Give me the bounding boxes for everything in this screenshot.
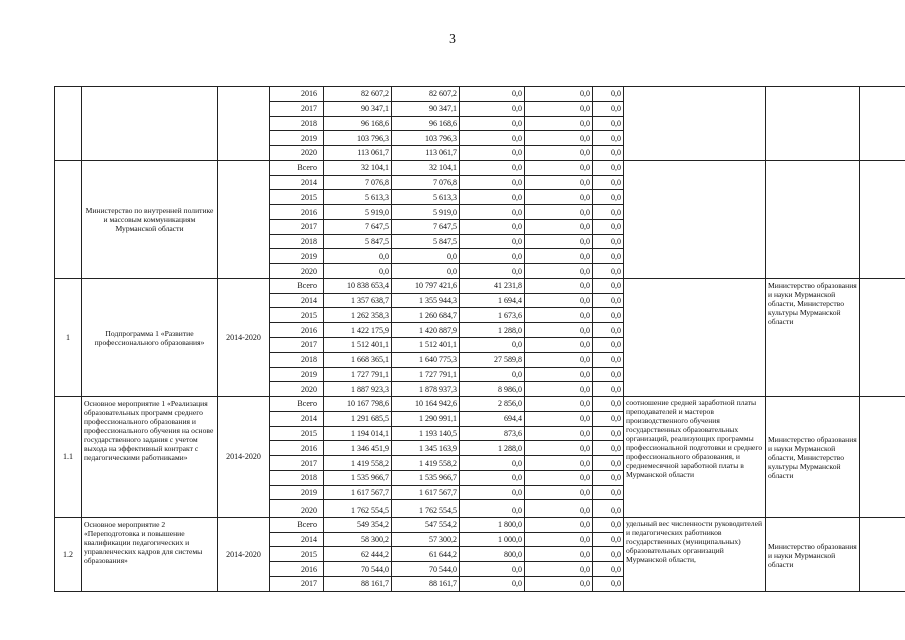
total-cell: 1 668 365,1	[324, 352, 392, 367]
total-cell: 62 444,2	[324, 547, 392, 562]
local-budget-cell: 0,0	[525, 205, 593, 220]
local-budget-cell: 0,0	[525, 397, 593, 412]
total-cell: 1 887 923,3	[324, 382, 392, 397]
table-row	[55, 87, 905, 102]
executor-cell: Министерство образования и науки Мурманской области, Министерство культуры Мурманской области	[766, 397, 860, 518]
federal-budget-cell: 8 986,0	[460, 382, 525, 397]
federal-budget-cell: 1 800,0	[460, 517, 525, 532]
federal-budget-cell: 0,0	[460, 367, 525, 382]
local-budget-cell: 0,0	[525, 116, 593, 131]
other-sources-cell: 0,0	[593, 323, 624, 338]
indicator-cell: удельный вес численности руководителей и педагогических работников государственных (муниципальных) образовательных организаций Мурманской области,	[624, 517, 766, 591]
regional-budget-cell: 1 193 140,5	[392, 426, 460, 441]
year-cell: 2020	[270, 264, 324, 279]
other-sources-cell: 0,0	[593, 547, 624, 562]
federal-budget-cell: 873,6	[460, 426, 525, 441]
local-budget-cell: 0,0	[525, 323, 593, 338]
year-cell: 2020	[270, 382, 324, 397]
period-cell	[218, 87, 270, 161]
federal-budget-cell: 694,4	[460, 411, 525, 426]
local-budget-cell: 0,0	[525, 441, 593, 456]
total-cell: 1 512 401,1	[324, 338, 392, 353]
local-budget-cell: 0,0	[525, 382, 593, 397]
total-cell: 1 262 358,3	[324, 308, 392, 323]
total-cell: 1 422 175,9	[324, 323, 392, 338]
year-cell: 2018	[270, 234, 324, 249]
other-sources-cell: 0,0	[593, 411, 624, 426]
federal-budget-cell: 0,0	[460, 576, 525, 591]
federal-budget-cell: 0,0	[460, 234, 525, 249]
regional-budget-cell: 547 554,2	[392, 517, 460, 532]
federal-budget-cell: 27 589,8	[460, 352, 525, 367]
year-cell: 2014	[270, 532, 324, 547]
year-cell: Всего	[270, 397, 324, 412]
regional-budget-cell: 7 647,5	[392, 219, 460, 234]
federal-budget-cell: 0,0	[460, 146, 525, 161]
program-name-cell: Министерство по внутренней политике и массовым коммуникациям Мурманской области	[82, 160, 218, 278]
local-budget-cell: 0,0	[525, 367, 593, 382]
total-cell: 113 061,7	[324, 146, 392, 161]
total-cell: 7 647,5	[324, 219, 392, 234]
year-cell: 2015	[270, 547, 324, 562]
year-cell: 2019	[270, 367, 324, 382]
year-cell: 2020	[270, 500, 324, 517]
regional-budget-cell: 1 762 554,5	[392, 500, 460, 517]
total-cell: 1 291 685,5	[324, 411, 392, 426]
local-budget-cell: 0,0	[525, 190, 593, 205]
other-sources-cell: 0,0	[593, 293, 624, 308]
other-sources-cell: 0,0	[593, 205, 624, 220]
period-cell: 2014-2020	[218, 397, 270, 518]
regional-budget-cell: 10 164 942,6	[392, 397, 460, 412]
executor-cell	[766, 160, 860, 278]
total-cell: 5 919,0	[324, 205, 392, 220]
year-cell: 2016	[270, 323, 324, 338]
regional-budget-cell: 1 260 684,7	[392, 308, 460, 323]
local-budget-cell: 0,0	[525, 278, 593, 293]
regional-budget-cell: 7 076,8	[392, 175, 460, 190]
total-cell: 58 300,2	[324, 532, 392, 547]
executor-cell: Министерство образования и науки Мурманской области	[766, 517, 860, 591]
year-cell: 2014	[270, 175, 324, 190]
executor-cell: Министерство образования и науки Мурманской области, Министерство культуры Мурманской области	[766, 278, 860, 396]
year-cell: Всего	[270, 517, 324, 532]
local-budget-cell: 0,0	[525, 101, 593, 116]
other-sources-cell: 0,0	[593, 175, 624, 190]
regional-budget-cell: 10 797 421,6	[392, 278, 460, 293]
local-budget-cell: 0,0	[525, 308, 593, 323]
federal-budget-cell: 1 288,0	[460, 323, 525, 338]
total-cell: 1 357 638,7	[324, 293, 392, 308]
regional-budget-cell: 0,0	[392, 249, 460, 264]
federal-budget-cell: 1 000,0	[460, 532, 525, 547]
total-cell: 90 347,1	[324, 101, 392, 116]
other-sources-cell: 0,0	[593, 338, 624, 353]
regional-budget-cell: 1 727 791,1	[392, 367, 460, 382]
total-cell: 32 104,1	[324, 160, 392, 175]
regional-budget-cell: 90 347,1	[392, 101, 460, 116]
regional-budget-cell: 1 617 567,7	[392, 485, 460, 500]
extra-cell	[860, 87, 905, 161]
period-cell: 2014-2020	[218, 278, 270, 396]
regional-budget-cell: 1 290 991,1	[392, 411, 460, 426]
year-cell: 2016	[270, 87, 324, 102]
other-sources-cell: 0,0	[593, 116, 624, 131]
year-cell: 2017	[270, 219, 324, 234]
other-sources-cell: 0,0	[593, 485, 624, 500]
extra-cell	[860, 517, 905, 591]
regional-budget-cell: 103 796,3	[392, 131, 460, 146]
total-cell: 10 838 653,4	[324, 278, 392, 293]
local-budget-cell: 0,0	[525, 219, 593, 234]
local-budget-cell: 0,0	[525, 293, 593, 308]
total-cell: 5 847,5	[324, 234, 392, 249]
other-sources-cell: 0,0	[593, 308, 624, 323]
local-budget-cell: 0,0	[525, 411, 593, 426]
regional-budget-cell: 1 419 558,2	[392, 456, 460, 471]
regional-budget-cell: 1 355 944,3	[392, 293, 460, 308]
year-cell: 2014	[270, 293, 324, 308]
other-sources-cell: 0,0	[593, 352, 624, 367]
table-row	[55, 278, 905, 293]
regional-budget-cell: 1 878 937,3	[392, 382, 460, 397]
year-cell: 2019	[270, 485, 324, 500]
year-cell: 2016	[270, 441, 324, 456]
other-sources-cell: 0,0	[593, 367, 624, 382]
year-cell: 2017	[270, 576, 324, 591]
federal-budget-cell: 0,0	[460, 456, 525, 471]
local-budget-cell: 0,0	[525, 576, 593, 591]
row-number-cell: 1	[55, 278, 82, 396]
federal-budget-cell: 0,0	[460, 101, 525, 116]
total-cell: 0,0	[324, 249, 392, 264]
local-budget-cell: 0,0	[525, 264, 593, 279]
regional-budget-cell: 96 168,6	[392, 116, 460, 131]
federal-budget-cell: 0,0	[460, 485, 525, 500]
table-row	[55, 397, 905, 412]
regional-budget-cell: 32 104,1	[392, 160, 460, 175]
other-sources-cell: 0,0	[593, 87, 624, 102]
regional-budget-cell: 70 544,0	[392, 562, 460, 577]
other-sources-cell: 0,0	[593, 219, 624, 234]
regional-budget-cell: 1 420 887,9	[392, 323, 460, 338]
other-sources-cell: 0,0	[593, 532, 624, 547]
indicator-cell	[624, 160, 766, 278]
row-number-cell: 1.1	[55, 397, 82, 518]
other-sources-cell: 0,0	[593, 397, 624, 412]
federal-budget-cell: 0,0	[460, 87, 525, 102]
total-cell: 7 076,8	[324, 175, 392, 190]
local-budget-cell: 0,0	[525, 131, 593, 146]
total-cell: 1 346 451,9	[324, 441, 392, 456]
other-sources-cell: 0,0	[593, 470, 624, 485]
other-sources-cell: 0,0	[593, 234, 624, 249]
federal-budget-cell: 41 231,8	[460, 278, 525, 293]
other-sources-cell: 0,0	[593, 456, 624, 471]
activity-name-cell: Основное мероприятие 1 «Реализация образовательных программ среднего профессионального образования и профессионального обучения на основе государственного задания с учетом выхода на эффективный контракт с педагогическими работниками»	[82, 397, 218, 518]
extra-cell	[860, 397, 905, 518]
year-cell: 2015	[270, 426, 324, 441]
regional-budget-cell: 57 300,2	[392, 532, 460, 547]
local-budget-cell: 0,0	[525, 470, 593, 485]
year-cell: 2015	[270, 190, 324, 205]
other-sources-cell: 0,0	[593, 382, 624, 397]
local-budget-cell: 0,0	[525, 517, 593, 532]
other-sources-cell: 0,0	[593, 160, 624, 175]
year-cell: 2018	[270, 116, 324, 131]
local-budget-cell: 0,0	[525, 160, 593, 175]
regional-budget-cell: 5 919,0	[392, 205, 460, 220]
federal-budget-cell: 0,0	[460, 190, 525, 205]
num-cell	[55, 160, 82, 278]
total-cell: 1 727 791,1	[324, 367, 392, 382]
other-sources-cell: 0,0	[593, 517, 624, 532]
total-cell: 1 535 966,7	[324, 470, 392, 485]
extra-cell	[860, 278, 905, 396]
regional-budget-cell: 1 535 966,7	[392, 470, 460, 485]
federal-budget-cell: 0,0	[460, 338, 525, 353]
indicator-cell	[624, 87, 766, 161]
local-budget-cell: 0,0	[525, 500, 593, 517]
regional-budget-cell: 1 640 775,3	[392, 352, 460, 367]
year-cell: 2019	[270, 131, 324, 146]
other-sources-cell: 0,0	[593, 562, 624, 577]
federal-budget-cell: 1 288,0	[460, 441, 525, 456]
other-sources-cell: 0,0	[593, 190, 624, 205]
local-budget-cell: 0,0	[525, 426, 593, 441]
table-row	[55, 160, 905, 175]
total-cell: 1 762 554,5	[324, 500, 392, 517]
year-cell: 2017	[270, 101, 324, 116]
local-budget-cell: 0,0	[525, 234, 593, 249]
year-cell: 2015	[270, 308, 324, 323]
indicator-cell	[624, 278, 766, 396]
regional-budget-cell: 61 644,2	[392, 547, 460, 562]
federal-budget-cell: 0,0	[460, 131, 525, 146]
activity-name-cell: Основное мероприятие 2 «Переподготовка и повышение квалификации педагогических и управленческих кадров для системы образования»	[82, 517, 218, 591]
local-budget-cell: 0,0	[525, 87, 593, 102]
local-budget-cell: 0,0	[525, 146, 593, 161]
other-sources-cell: 0,0	[593, 249, 624, 264]
period-cell: 2014-2020	[218, 517, 270, 591]
other-sources-cell: 0,0	[593, 101, 624, 116]
local-budget-cell: 0,0	[525, 352, 593, 367]
year-cell: 2014	[270, 411, 324, 426]
federal-budget-cell: 0,0	[460, 205, 525, 220]
federal-budget-cell: 1 694,4	[460, 293, 525, 308]
federal-budget-cell: 800,0	[460, 547, 525, 562]
row-number-cell: 1.2	[55, 517, 82, 591]
regional-budget-cell: 1 345 163,9	[392, 441, 460, 456]
regional-budget-cell: 0,0	[392, 264, 460, 279]
total-cell: 103 796,3	[324, 131, 392, 146]
total-cell: 88 161,7	[324, 576, 392, 591]
regional-budget-cell: 88 161,7	[392, 576, 460, 591]
year-cell: 2018	[270, 470, 324, 485]
total-cell: 5 613,3	[324, 190, 392, 205]
total-cell: 10 167 798,6	[324, 397, 392, 412]
federal-budget-cell: 0,0	[460, 175, 525, 190]
local-budget-cell: 0,0	[525, 547, 593, 562]
federal-budget-cell: 0,0	[460, 264, 525, 279]
year-cell: 2019	[270, 249, 324, 264]
name-cell	[82, 87, 218, 161]
indicator-cell: соотношение средней заработной платы преподавателей и мастеров производственного обучения государственных образовательных организаций, реализующих программы профессиональной подготовки и среднего профессионального образования, и среднемесячной заработной платы в Мурманской области	[624, 397, 766, 518]
extra-cell	[860, 160, 905, 278]
federal-budget-cell: 0,0	[460, 249, 525, 264]
local-budget-cell: 0,0	[525, 562, 593, 577]
num-cell	[55, 87, 82, 161]
federal-budget-cell: 0,0	[460, 470, 525, 485]
other-sources-cell: 0,0	[593, 264, 624, 279]
federal-budget-cell: 0,0	[460, 160, 525, 175]
year-cell: 2016	[270, 205, 324, 220]
federal-budget-cell: 1 673,6	[460, 308, 525, 323]
page-number: 3	[449, 32, 456, 47]
other-sources-cell: 0,0	[593, 441, 624, 456]
regional-budget-cell: 1 512 401,1	[392, 338, 460, 353]
year-cell: Всего	[270, 160, 324, 175]
federal-budget-cell: 2 856,0	[460, 397, 525, 412]
regional-budget-cell: 82 607,2	[392, 87, 460, 102]
year-cell: 2016	[270, 562, 324, 577]
total-cell: 96 168,6	[324, 116, 392, 131]
local-budget-cell: 0,0	[525, 532, 593, 547]
table-row	[55, 517, 905, 532]
regional-budget-cell: 113 061,7	[392, 146, 460, 161]
other-sources-cell: 0,0	[593, 426, 624, 441]
year-cell: 2018	[270, 352, 324, 367]
regional-budget-cell: 5 847,5	[392, 234, 460, 249]
period-cell	[218, 160, 270, 278]
federal-budget-cell: 0,0	[460, 116, 525, 131]
other-sources-cell: 0,0	[593, 500, 624, 517]
total-cell: 1 419 558,2	[324, 456, 392, 471]
year-cell: 2017	[270, 338, 324, 353]
local-budget-cell: 0,0	[525, 485, 593, 500]
total-cell: 1 194 014,1	[324, 426, 392, 441]
other-sources-cell: 0,0	[593, 146, 624, 161]
year-cell: Всего	[270, 278, 324, 293]
local-budget-cell: 0,0	[525, 249, 593, 264]
year-cell: 2020	[270, 146, 324, 161]
total-cell: 549 354,2	[324, 517, 392, 532]
regional-budget-cell: 5 613,3	[392, 190, 460, 205]
program-name-cell: Подпрограмма 1 «Развитие профессионального образования»	[82, 278, 218, 396]
federal-budget-cell: 0,0	[460, 562, 525, 577]
other-sources-cell: 0,0	[593, 131, 624, 146]
local-budget-cell: 0,0	[525, 456, 593, 471]
total-cell: 82 607,2	[324, 87, 392, 102]
total-cell: 1 617 567,7	[324, 485, 392, 500]
federal-budget-cell: 0,0	[460, 500, 525, 517]
executor-cell	[766, 87, 860, 161]
other-sources-cell: 0,0	[593, 278, 624, 293]
year-cell: 2017	[270, 456, 324, 471]
other-sources-cell: 0,0	[593, 576, 624, 591]
federal-budget-cell: 0,0	[460, 219, 525, 234]
budget-table	[54, 86, 905, 592]
total-cell: 70 544,0	[324, 562, 392, 577]
total-cell: 0,0	[324, 264, 392, 279]
local-budget-cell: 0,0	[525, 175, 593, 190]
local-budget-cell: 0,0	[525, 338, 593, 353]
